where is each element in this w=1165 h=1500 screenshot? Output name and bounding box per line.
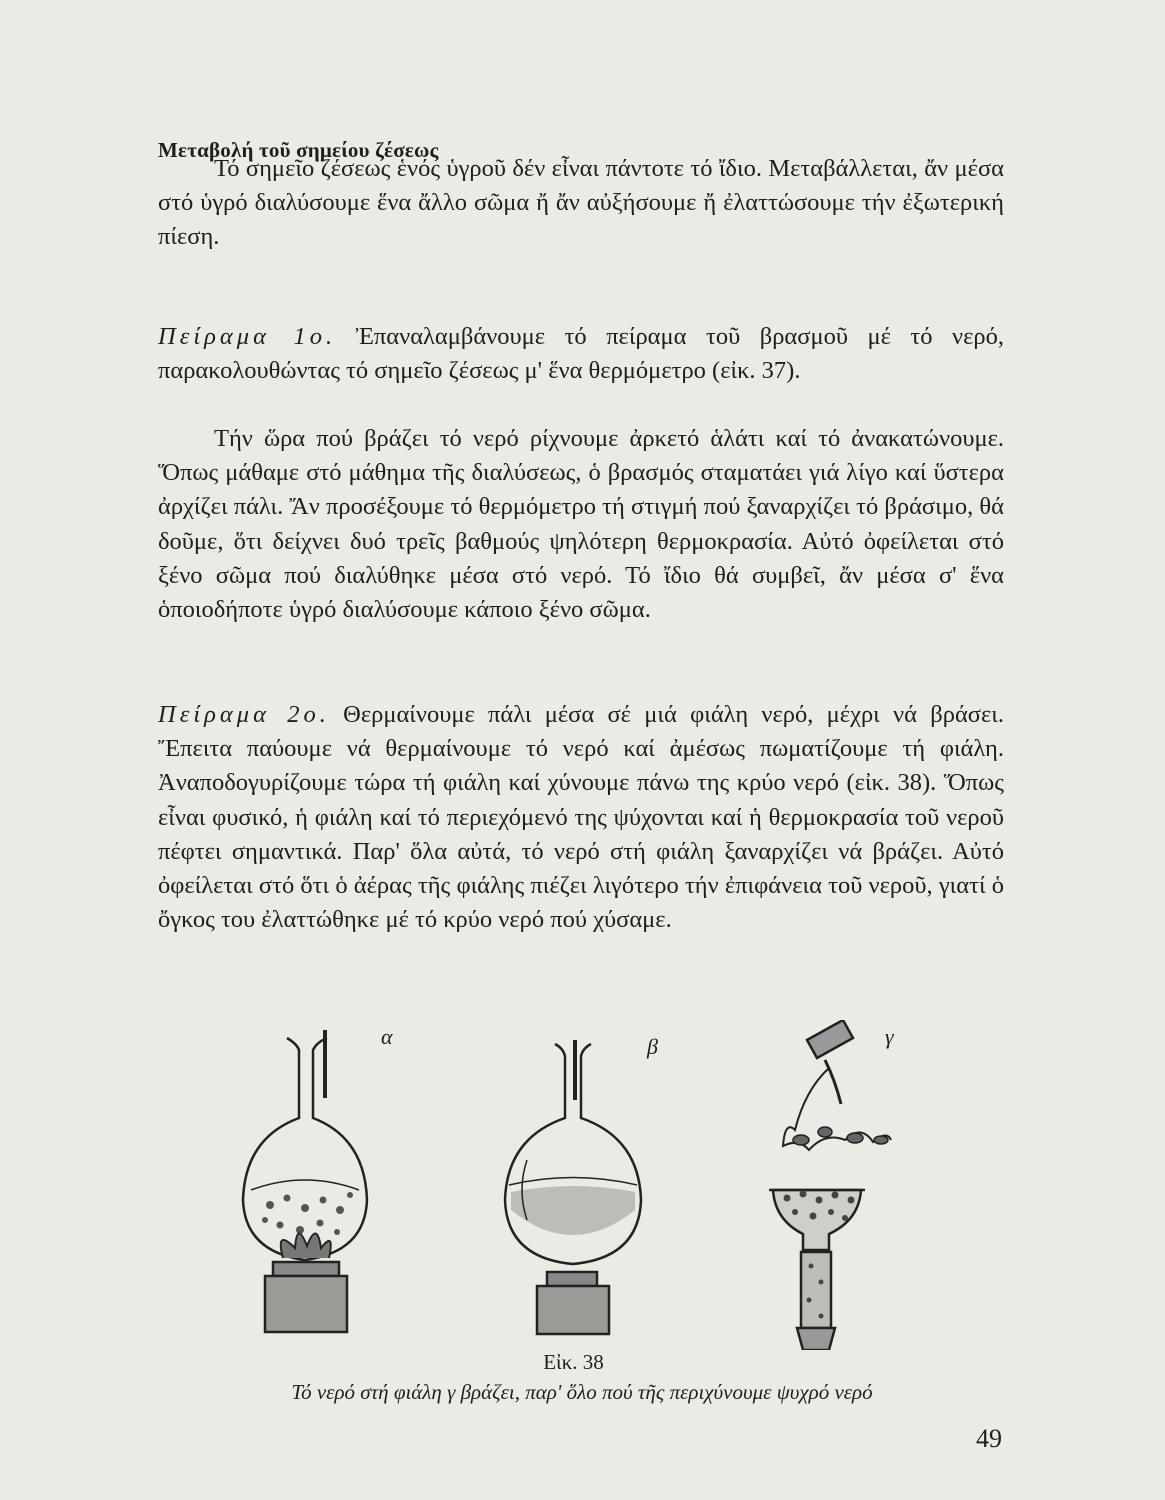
experiment-2-label: Πείραμα 2ο. <box>158 701 330 728</box>
experiment-1-second-paragraph: Τήν ὥρα πού βράζει τό νερό ρίχνουμε ἀρκετό ἁλάτι καί τό ἀνακατώνουμε. Ὅπως μάθαμε στό μάθημα τῆς διαλύσεως, ὁ βρασμός σταματάει γιά λίγο καί ὕστερα ἀρχίζει πάλι. Ἄν προσέξουμε τό θερμόμετρο τή στιγμή πού ξαναρχίζει τό βράσιμο, θά δοῦμε, ὅτι δείχνει δυό τρεῖς βαθμούς ψηλότερη θερμοκρασία. Αὐτό ὀφείλεται στό ξένο σῶμα πού διαλύθηκε μέσα στό νερό. Τό ἴδιο θά συμβεῖ, ἄν μέσα σ' ἕνα ὁποιοδήποτε ὑγρό διαλύσουμε κάποιο ξένο σῶμα. <box>158 425 1004 624</box>
experiment-2-text: Θερμαίνουμε πάλι μέσα σέ μιά φιάλη νερό, μέχρι νά βράσει. Ἔπειτα παύουμε νά θερμαίνουμε τό νερό καί ἀμέσως πωματίζουμε τή φιάλη. Ἀναποδογυρίζουμε τώρα τή φιάλη καί χύνουμε πάνω της κρύο νερό (εἰκ. 38). Ὅπως εἶναι φυσικό, ἡ φιάλη καί τό περιεχόμενό της ψύχονται καί ἡ θερμοκρασία τοῦ νεροῦ πέφτει σημαντικά. Παρ' ὅλα αὐτά, τό νερό στή φιάλη ξαναρχίζει νά βράζει. Αὐτό ὀφείλεται στό ὅτι ὁ ἀέρας τῆς φιάλης πιέζει λιγότερο τήν ἐπιφάνεια τοῦ νεροῦ, γιατί ὁ ὄγκος του ἐλαττώθηκε μέ τό κρύο νερό πού χύσαμε. <box>158 701 1004 934</box>
section-heading: Μεταβολή τοῦ σημείου ζέσεως <box>158 138 439 162</box>
figure-38 <box>225 1020 945 1350</box>
flask-beta <box>505 1040 641 1334</box>
experiment-1-label: Πείραμα 1ο. <box>158 323 337 350</box>
figure-caption: Τό νερό στή φιάλη γ βράζει, παρ' ὅλο πού τῆς περιχύνουμε ψυχρό νερό <box>291 1380 873 1404</box>
flask-alpha <box>243 1030 367 1332</box>
label-alpha: α <box>381 1024 393 1049</box>
experiment-1-paragraph <box>158 320 1004 388</box>
label-beta: β <box>647 1034 658 1059</box>
figure-number <box>0 1350 1165 1375</box>
flask-gamma <box>769 1020 891 1350</box>
flasks-illustration <box>225 1020 945 1350</box>
page-number: 49 <box>976 1424 1002 1453</box>
figure-number-text: Εἰκ. 38 <box>543 1350 604 1374</box>
experiment-2-paragraph <box>158 698 1004 937</box>
experiment-1-text: Ἐπαναλαμβάνουμε τό πείραμα τοῦ βρασμοῦ μέ τό νερό, παρακολουθώντας τό σημεῖο ζέσεως μ' ἕνα θερμόμετρο (εἰκ. 37). <box>158 323 1004 385</box>
label-gamma: γ <box>885 1024 894 1049</box>
intro-paragraph: Τό σημεῖο ζέσεως ἑνός ὑγροῦ δέν εἶναι πάντοτε τό ἴδιο. Μεταβάλλεται, ἄν μέσα στό ὑγρό διαλύσουμε ἕνα ἄλλο σῶμα ἤ ἄν αὐξήσουμε ἤ ἐλαττώσουμε τήν ἐξωτερική πίεση. <box>158 155 1004 251</box>
